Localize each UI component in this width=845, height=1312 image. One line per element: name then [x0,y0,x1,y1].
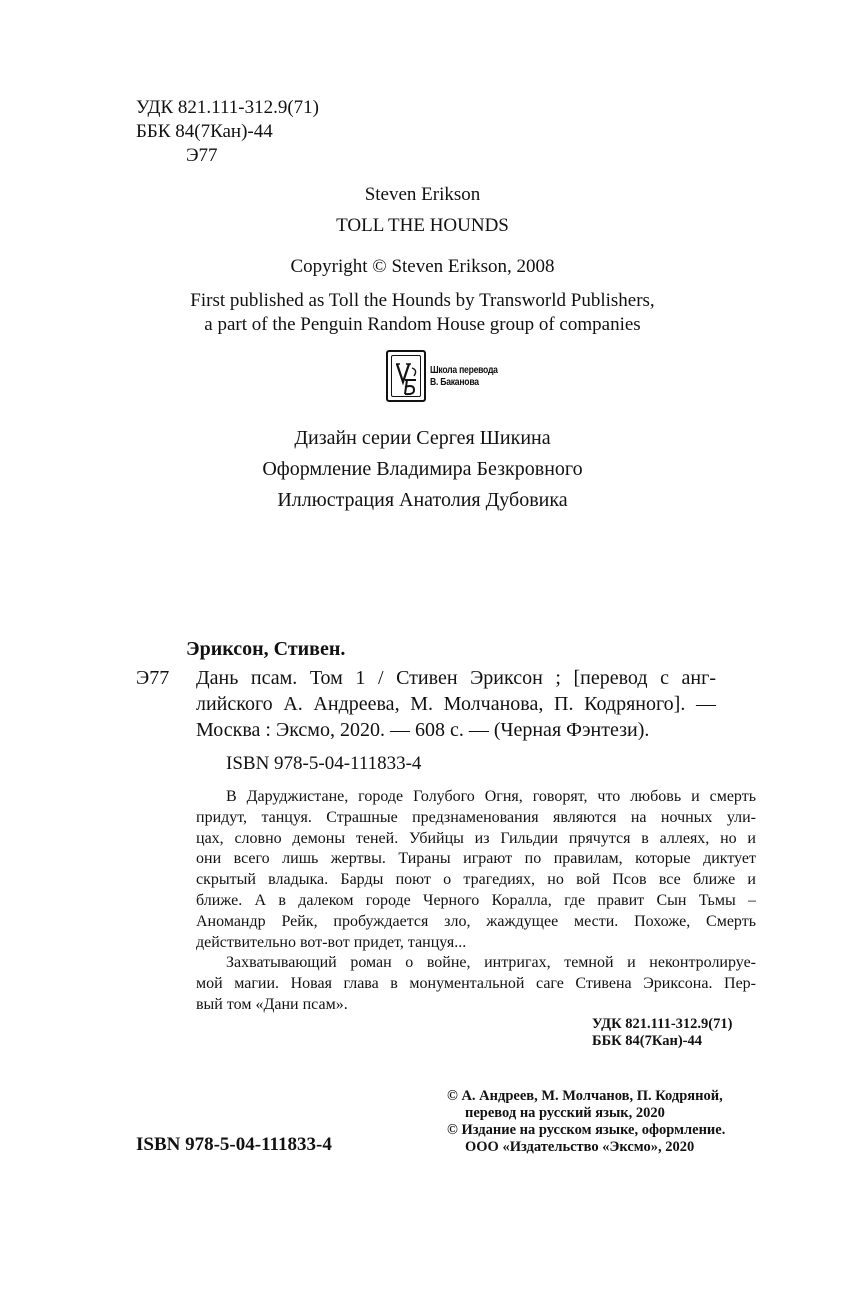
card-isbn: ISBN 978-5-04-111833-4 [226,753,422,774]
credit-layout: Оформление Владимира Безкровного [262,458,583,480]
card-line-1: Дань псам. Том 1 / Стивен Эриксон ; [перевод с анг- [196,667,716,689]
translation-school-logo [386,350,516,406]
annotation-line: Захватывающий роман о войне, интригах, темной и неконтролируе- [226,954,756,972]
annotation [196,787,756,1016]
edition-copyright-line-2: ООО «Издательство «Эксмо», 2020 [465,1139,695,1155]
vb-monogram-icon [386,350,426,402]
annotation-line: скрытый владыка. Барды поют о трагедиях, но вой Псов все ближе и [196,871,756,889]
edition-copyright-line-1: © Издание на русском языке, оформление. [447,1122,726,1138]
original-publisher-line-2: a part of the Penguin Random House group of companies [204,314,641,335]
card-line-2: лийского А. Андреева, М. Молчанова, П. Кодряного]. — [196,693,716,715]
annotation-line: цах, словно демоны теней. Убийцы из Гильдии прячутся в аллеях, но и [196,829,756,847]
bbk-code-bottom: ББК 84(7Кан)-44 [592,1033,702,1049]
original-copyright: Copyright © Steven Erikson, 2008 [290,256,555,277]
original-publisher-line-1: First published as Toll the Hounds by Transworld Publishers, [190,290,655,311]
annotation-line: ближе. А в далеком городе Черного Коралла, где правит Сын Тьмы – [196,891,756,909]
bbk-code: ББК 84(7Кан)-44 [136,121,273,142]
logo-line-2: В. Баканова [430,376,479,388]
original-author: Steven Erikson [364,184,481,205]
udk-code: УДК 821.111-312.9(71) [136,97,319,118]
card-author-mark: Э77 [136,667,170,689]
logo-text [430,364,498,388]
annotation-line: вый том «Дани псам». [196,995,348,1013]
annotation-line: придут, танцуя. Страшные предзнаменования являются на ночных ули- [196,808,756,826]
original-title: TOLL THE HOUNDS [336,215,509,236]
annotation-line: В Даруджистане, городе Голубого Огня, говорят, что любовь и смерть [226,788,756,805]
translation-copyright-line-2: перевод на русский язык, 2020 [465,1105,665,1121]
author-mark: Э77 [186,145,218,166]
card-author: Эриксон, Стивен. [186,638,346,660]
annotation-line: действительно вот-вот придет, танцуя... [196,933,467,951]
credit-series-design: Дизайн серии Сергея Шикина [294,427,551,449]
annotation-line: мой магии. Новая глава в монументальной саге Стивена Эриксона. Пер- [196,975,756,993]
translation-copyright-line-1: © А. Андреев, М. Молчанов, П. Кодряной, [447,1088,723,1104]
credit-illustration: Иллюстрация Анатолия Дубовика [277,489,568,511]
udk-code-bottom: УДК 821.111-312.9(71) [592,1016,733,1032]
logo-line-1: Школа перевода [430,364,498,376]
isbn-bottom: ISBN 978-5-04-111833-4 [136,1134,332,1155]
card-line-3: Москва : Эксмо, 2020. — 608 с. — (Черная Фэнтези). [196,719,650,741]
annotation-line: они всего лишь жертвы. Тираны играют по правилам, которые диктует [196,850,756,868]
annotation-line: Аномандр Рейк, пробуждается зло, жаждущее мести. Похоже, Смерть [196,912,756,930]
